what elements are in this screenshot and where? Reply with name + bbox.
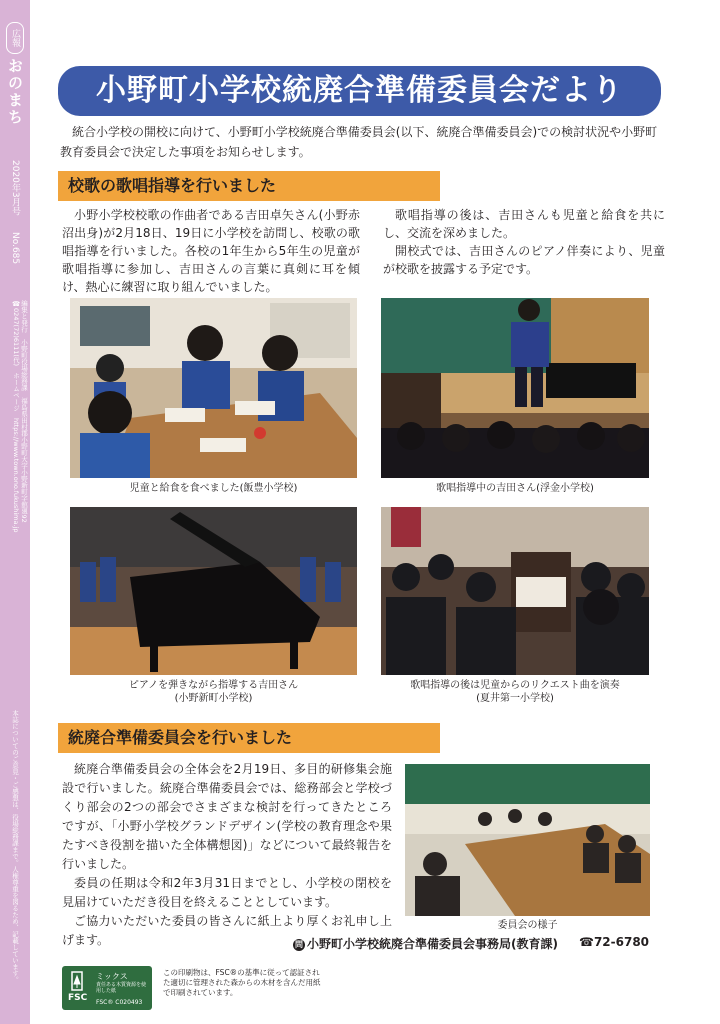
photo-piano xyxy=(70,507,357,675)
photo-request-caption: 歌唱指導の後は児童からのリクエスト曲を演奏 (夏井第一小学校) xyxy=(410,680,620,704)
section2-body: 統廃合準備委員会の全体会を2月19日、多目的研修集会施設で行いました。統廃合準備委員会では、総務部会と学校づくり部会の2つの部会でさまざまな検討を行ってきたところですが、「小野小学校グランドデザイン(学校の教育理念や果たすべき役割を描いた全体構想図)」などについて最終報告を行いました。 委員の任期は令和2年3月31日までとし、小学校の閉校を見届けていただき役目を終えることとしています。 ご協力いただいた委員の皆さんに紙上より厚くお礼申し上げます。 xyxy=(62,762,392,947)
contact-office: 小野町小学校統廃合準備委員会事務局(教育課) xyxy=(307,937,558,951)
photo-lunch-illustration xyxy=(70,298,357,478)
photo-lunch-caption: 児童と給食を食べました(飯豊小学校) xyxy=(129,483,298,494)
fsc-note: この印刷物は、FSC®の基準に従って認証された適切に管理された森からの木材を含んだ用紙で印刷されています。 xyxy=(163,968,321,997)
fsc-logo xyxy=(62,966,152,1010)
photo-request-song xyxy=(381,507,649,675)
magazine-brand: おのまち xyxy=(6,58,24,126)
section1-heading: 校歌の歌唱指導を行いました xyxy=(58,171,440,201)
publisher-info: 編集と発行 小野町役場総務課 福島県田村郡小野町大字小野新町字舘廻92 ☎0247(72)6111(代) ホームページ https://www.town.ono.fukushima.jp xyxy=(12,300,28,533)
fsc-code: FSC® C020493 xyxy=(96,999,143,1006)
photo-singing-illustration xyxy=(381,298,649,478)
fsc-logo-text: FSC xyxy=(68,993,88,1003)
photo-committee-caption: 委員会の様子 xyxy=(497,920,558,931)
intro-text: 統合小学校の開校に向けて、小野町小学校統廃合準備委員会(以下、統廃合準備委員会)での検討状況や小野町教育委員会で決定した事項をお知らせします。 xyxy=(60,125,658,159)
photo-piano-caption: ピアノを弾きながら指導する吉田さん (小野新町小学校) xyxy=(128,680,299,704)
page-title: 小野町小学校統廃合準備委員会だより xyxy=(58,66,661,116)
fsc-sub: 責任ある木質資源を使用した紙 xyxy=(96,982,147,994)
contact-phone: ☎72-6780 xyxy=(579,935,650,949)
section1-col2: 歌唱指導の後は、吉田さんも児童と給食を共にし、交流を深めました。 開校式では、吉田さんのピアノ伴奏により、児童が校歌を披露する予定です。 xyxy=(383,208,665,276)
issue-date: 2020年3月号 xyxy=(10,160,20,216)
fsc-mix: ミックス xyxy=(96,972,128,981)
photo-lunch xyxy=(70,298,357,478)
issue-number: No.685 xyxy=(10,232,20,265)
photo-singing-caption: 歌唱指導中の吉田さん(浮金小学校) xyxy=(436,483,594,494)
section1-col1: 小野小学校校歌の作曲者である吉田卓矢さん(小野赤沼出身)が2月18日、19日に小学校を訪問し、校歌の歌唱指導を行いました。各校の1年生から5年生の児童が歌唱指導に参加し、吉田さんの言葉に真剣に耳を傾け、熱心に練習に取り組んでいました。 xyxy=(62,208,360,294)
photo-request-illustration xyxy=(381,507,649,675)
contact-line xyxy=(293,935,653,952)
magazine-spine xyxy=(0,0,30,1024)
spine-note: 本誌についてのご意見・ご感想は、役場総務課まで。人権尊重を図るため、記載しています。 xyxy=(11,710,19,983)
kouhou-badge: 広報 xyxy=(6,22,24,54)
photo-singing xyxy=(381,298,649,478)
inquiry-mark: 問 xyxy=(295,940,303,949)
photo-piano-illustration xyxy=(70,507,357,675)
photo-committee xyxy=(405,764,650,916)
section2-heading: 統廃合準備委員会を行いました xyxy=(58,723,440,753)
photo-committee-illustration xyxy=(405,764,650,916)
